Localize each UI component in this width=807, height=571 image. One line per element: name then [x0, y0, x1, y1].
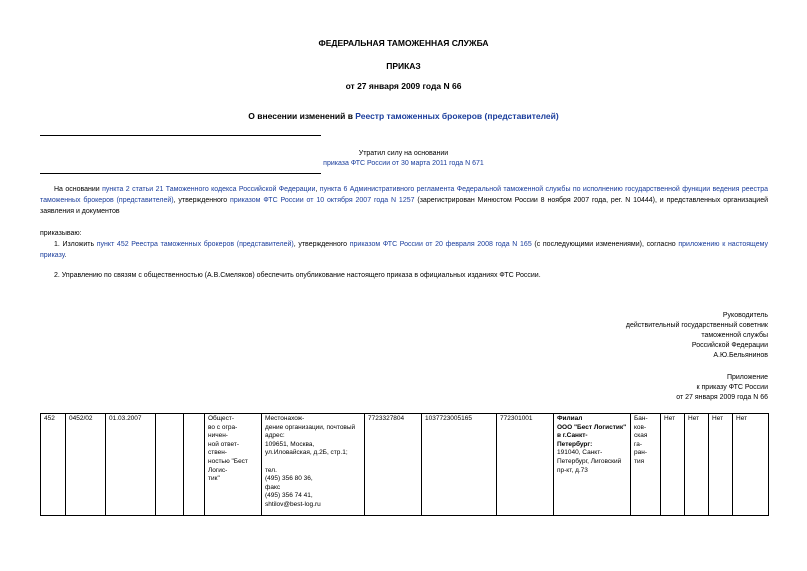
cell-empty	[156, 414, 184, 516]
repeal-order-link[interactable]: приказа ФТС России от 30 марта 2011 года N 671	[323, 160, 484, 167]
appendix-link[interactable]: приложению к настоящему приказу	[40, 241, 768, 259]
cell-no: Нет	[733, 414, 769, 516]
repeal-status	[0, 149, 807, 169]
cell-no: Нет	[709, 414, 733, 516]
cell-ogrn: 1037723005165	[422, 414, 497, 516]
divider	[40, 173, 321, 174]
preamble-paragraph	[40, 184, 768, 217]
appendix-line: от 27 января 2009 года N 66	[676, 394, 768, 401]
preamble-text: На основании	[54, 186, 103, 193]
order-165-link[interactable]: приказом ФТС России от 20 февраля 2008 года N 165	[349, 241, 532, 248]
appendix-line: Приложение	[726, 374, 768, 381]
cell-number: 452	[41, 414, 66, 516]
title-prefix: О внесении изменений в	[248, 111, 356, 121]
cell-no: Нет	[685, 414, 709, 516]
registry-table	[40, 413, 769, 516]
signature-line: действительный государственный советник	[625, 322, 768, 329]
document-date-number: от 27 января 2009 года N 66	[345, 81, 462, 91]
cell-org-form: Общест- во с огра- ничен- ной ответ- ствен- ностью "Бест Логис- тик"	[205, 414, 262, 516]
preamble-text: ,	[315, 186, 320, 193]
appendix-block	[500, 373, 768, 403]
regulation-link[interactable]: пункта 6 Административного регламента Федеральной таможенной службы по исполнению государственной функции ведения реестра таможенных брокеров (представителей)	[40, 186, 768, 204]
cell-empty	[184, 414, 205, 516]
cell-bank-guarantee: Бан- ков- ская га- ран- тия	[631, 414, 661, 516]
branch-address: 191040, Санкт- Петербург, Лиговский пр-кт, д.73	[557, 449, 622, 474]
customs-code-link[interactable]: пункта 2 статьи 21 Таможенного кодекса Российской Федерации	[102, 186, 316, 193]
repeal-status-text: Утратил силу на основании	[358, 150, 449, 157]
agency-name: ФЕДЕРАЛЬНАЯ ТАМОЖЕННАЯ СЛУЖБА	[318, 38, 489, 48]
document-type: ПРИКАЗ	[386, 61, 421, 71]
cell-branch	[554, 414, 631, 516]
cell-reg-number: 0452/02	[66, 414, 106, 516]
item-text: (с последующими изменениями), согласно	[531, 241, 679, 248]
item-1-paragraph	[40, 239, 768, 261]
signature-line: А.Ю.Бельянинов	[713, 352, 768, 359]
document-title	[0, 111, 807, 121]
cell-date: 01.03.2007	[106, 414, 156, 516]
order-1257-link[interactable]: приказом ФТС России от 10 октября 2007 года N 1257	[230, 197, 415, 204]
signature-line: Российской Федерации	[691, 342, 768, 349]
item-text: 1. Изложить	[54, 241, 97, 248]
preamble-text: , утвержденного	[173, 197, 231, 204]
item-2-paragraph: 2. Управлению по связям с общественностью (А.В.Смеляков) обеспечить опубликование настоящего приказа в официальных изданиях ФТС России.	[54, 272, 541, 279]
registry-link[interactable]: Реестр таможенных брокеров (представителей)	[355, 111, 559, 121]
cell-address: Местонахож- дение организации, почтовый адрес: 109651, Москва, ул.Иловайская, д.2Б, стр.1; тел. (495) 356 80 36, факс (495) 356 74 41, shtilov@best-log.ru	[262, 414, 365, 516]
table-row	[41, 414, 769, 516]
appendix-line: к приказу ФТС России	[696, 384, 768, 391]
preamble-text: (зарегистрирован Минюстом России 8 ноября 2007 года, рег. N 10444), и представленных организацией заявления и документов	[40, 197, 768, 215]
cell-kpp: 772301001	[497, 414, 554, 516]
item-text: .	[64, 252, 67, 259]
signature-line: Руководитель	[722, 312, 768, 319]
branch-name: Филиал ООО "Бест Логистик" в г.Санкт- Петербург:	[557, 415, 627, 448]
signature-block	[500, 311, 768, 361]
cell-inn: 7723327804	[365, 414, 422, 516]
divider	[40, 135, 321, 136]
registry-item-link[interactable]: пункт 452 Реестра таможенных брокеров (представителей)	[96, 241, 294, 248]
order-word: приказываю:	[40, 230, 82, 237]
item-text: , утвержденного	[293, 241, 350, 248]
cell-no: Нет	[661, 414, 685, 516]
signature-line: таможенной службы	[701, 332, 768, 339]
